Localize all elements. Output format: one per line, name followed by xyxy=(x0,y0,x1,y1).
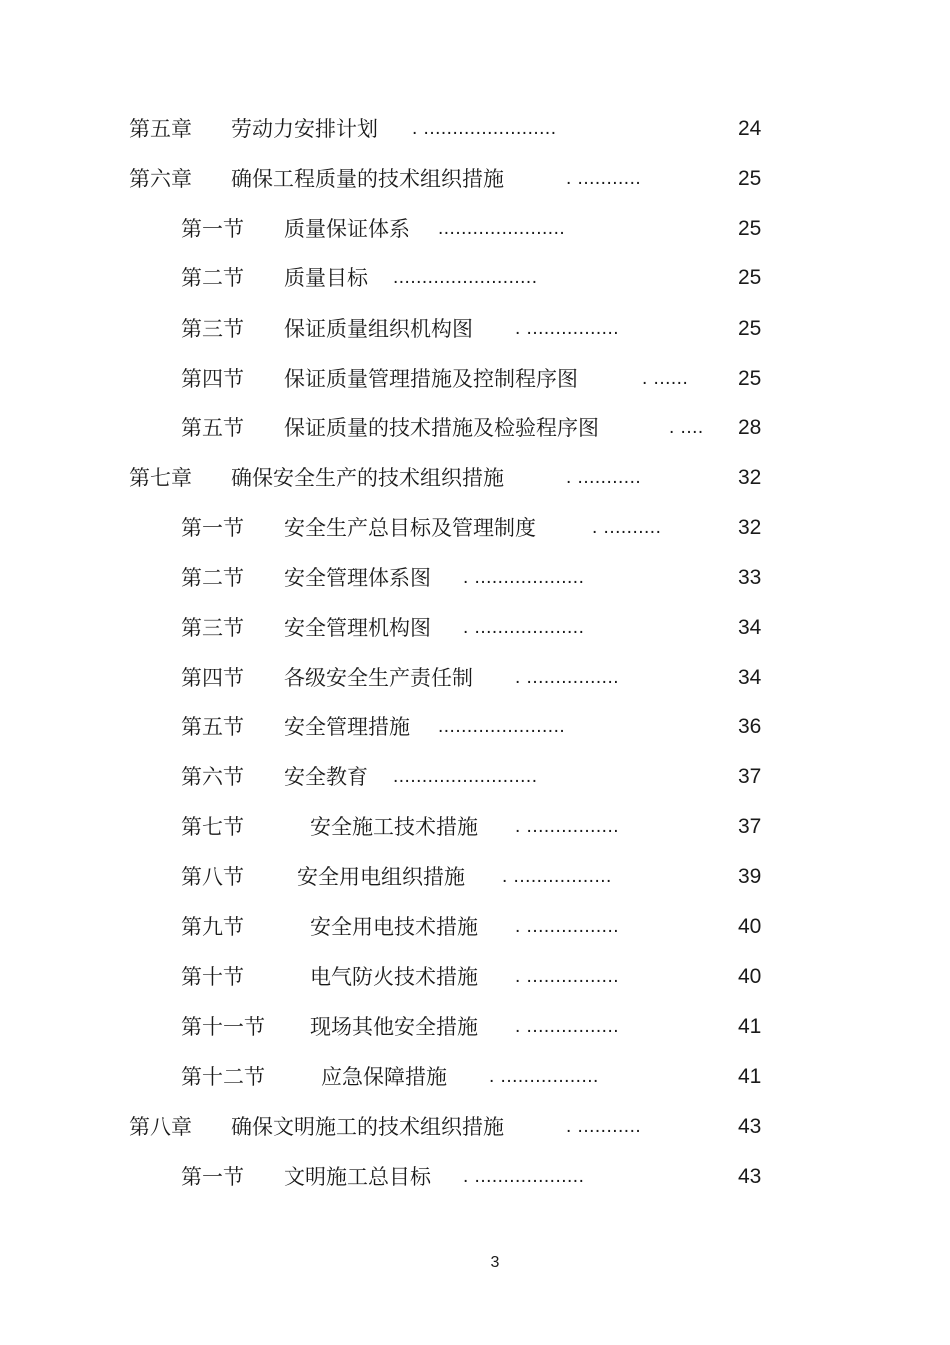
toc-section xyxy=(0,309,950,349)
toc-section xyxy=(0,408,950,448)
toc-leader: . ........... xyxy=(566,1116,642,1137)
toc-title: 确保文明施工的技术组织措施 xyxy=(231,1115,504,1139)
toc-leader: . ........... xyxy=(566,168,642,189)
toc-section xyxy=(0,209,950,249)
toc-label: 第一节 xyxy=(181,217,244,241)
toc-leader: . ................. xyxy=(489,1066,599,1087)
toc-leader: . ................ xyxy=(515,1016,620,1037)
toc-section xyxy=(0,907,950,947)
toc-leader: . ................ xyxy=(515,816,620,837)
toc-label: 第八章 xyxy=(129,1115,192,1139)
toc-chapter xyxy=(0,458,950,498)
toc-section xyxy=(0,807,950,847)
toc-label: 第七节 xyxy=(181,815,244,839)
toc-page-number: 43 xyxy=(738,1115,762,1138)
toc-label: 第一节 xyxy=(181,1165,244,1189)
toc-leader: . .... xyxy=(669,417,704,438)
toc-label: 第五章 xyxy=(129,117,192,141)
toc-section xyxy=(0,258,950,298)
toc-label: 第九节 xyxy=(181,915,244,939)
toc-label: 第一节 xyxy=(181,516,244,540)
toc-section xyxy=(0,1157,950,1197)
page-number: 3 xyxy=(490,1254,500,1271)
toc-leader: ......................... xyxy=(393,267,538,288)
toc-section xyxy=(0,857,950,897)
toc-leader: . ................... xyxy=(463,1166,585,1187)
toc-title: 应急保障措施 xyxy=(321,1065,447,1089)
toc-leader: . ................ xyxy=(515,667,620,688)
toc-page-number: 32 xyxy=(738,516,762,539)
toc-section xyxy=(0,359,950,399)
toc-page-number: 37 xyxy=(738,765,762,788)
toc-title: 保证质量组织机构图 xyxy=(284,317,473,341)
toc-page-number: 34 xyxy=(738,616,762,639)
toc-page-number: 40 xyxy=(738,915,762,938)
toc-title: 保证质量的技术措施及检验程序图 xyxy=(284,416,599,440)
toc-leader: . ........... xyxy=(566,467,642,488)
toc-leader: . ................ xyxy=(515,318,620,339)
toc-label: 第三节 xyxy=(181,317,244,341)
toc-page-number: 40 xyxy=(738,965,762,988)
toc-title: 安全管理体系图 xyxy=(284,566,431,590)
toc-label: 第四节 xyxy=(181,666,244,690)
toc-section xyxy=(0,1007,950,1047)
toc-section xyxy=(0,707,950,747)
toc-title: 质量目标 xyxy=(284,266,368,290)
toc-leader: . ...... xyxy=(642,368,689,389)
toc-title: 保证质量管理措施及控制程序图 xyxy=(284,367,578,391)
toc-title: 安全生产总目标及管理制度 xyxy=(284,516,536,540)
toc-title: 各级安全生产责任制 xyxy=(284,666,473,690)
toc-label: 第三节 xyxy=(181,616,244,640)
toc-chapter xyxy=(0,109,950,149)
toc-leader: ...................... xyxy=(438,716,566,737)
toc-section xyxy=(0,1057,950,1097)
toc-leader: ...................... xyxy=(438,218,566,239)
toc-leader: . .......... xyxy=(592,517,662,538)
toc-leader: ......................... xyxy=(393,766,538,787)
toc-leader: . ................ xyxy=(515,966,620,987)
toc-label: 第二节 xyxy=(181,566,244,590)
toc-title: 安全教育 xyxy=(284,765,368,789)
toc-page-number: 25 xyxy=(738,167,762,190)
toc-section xyxy=(0,658,950,698)
toc-label: 第五节 xyxy=(181,416,244,440)
toc-label: 第八节 xyxy=(181,865,244,889)
toc-title: 安全管理机构图 xyxy=(284,616,431,640)
toc-title: 确保安全生产的技术组织措施 xyxy=(231,466,504,490)
toc-page-number: 41 xyxy=(738,1015,762,1038)
toc-title: 安全用电组织措施 xyxy=(297,865,465,889)
toc-page-number: 28 xyxy=(738,416,762,439)
toc-title: 劳动力安排计划 xyxy=(231,117,378,141)
toc-section xyxy=(0,608,950,648)
toc-page-number: 25 xyxy=(738,266,762,289)
toc-label: 第十二节 xyxy=(181,1065,265,1089)
toc-section xyxy=(0,558,950,598)
toc-label: 第七章 xyxy=(129,466,192,490)
toc-section xyxy=(0,957,950,997)
toc-leader: . ................ xyxy=(515,916,620,937)
toc-title: 电气防火技术措施 xyxy=(310,965,478,989)
toc-chapter xyxy=(0,1107,950,1147)
toc-label: 第二节 xyxy=(181,266,244,290)
toc-section xyxy=(0,508,950,548)
toc-page-number: 34 xyxy=(738,666,762,689)
toc-leader: . ....................... xyxy=(412,118,557,139)
toc-title: 安全管理措施 xyxy=(284,715,410,739)
toc-label: 第四节 xyxy=(181,367,244,391)
toc-page-number: 25 xyxy=(738,217,762,240)
toc-label: 第十一节 xyxy=(181,1015,265,1039)
toc-leader: . ................... xyxy=(463,617,585,638)
toc-title: 文明施工总目标 xyxy=(284,1165,431,1189)
toc-label: 第五节 xyxy=(181,715,244,739)
toc-page-number: 39 xyxy=(738,865,762,888)
toc-label: 第六节 xyxy=(181,765,244,789)
toc-page-number: 37 xyxy=(738,815,762,838)
toc-title: 现场其他安全措施 xyxy=(310,1015,478,1039)
toc-title: 确保工程质量的技术组织措施 xyxy=(231,167,504,191)
toc-leader: . ................. xyxy=(502,866,612,887)
toc-label: 第六章 xyxy=(129,167,192,191)
toc-leader: . ................... xyxy=(463,567,585,588)
toc-section xyxy=(0,757,950,797)
toc-page-number: 41 xyxy=(738,1065,762,1088)
toc-page-number: 32 xyxy=(738,466,762,489)
toc-page-number: 36 xyxy=(738,715,762,738)
toc-chapter xyxy=(0,159,950,199)
toc-page-number: 43 xyxy=(738,1165,762,1188)
toc-page-number: 25 xyxy=(738,367,762,390)
toc-title: 质量保证体系 xyxy=(284,217,410,241)
toc-page-number: 33 xyxy=(738,566,762,589)
toc-page-number: 25 xyxy=(738,317,762,340)
toc-label: 第十节 xyxy=(181,965,244,989)
toc-page-number: 24 xyxy=(738,117,762,140)
toc-title: 安全施工技术措施 xyxy=(310,815,478,839)
toc-title: 安全用电技术措施 xyxy=(310,915,478,939)
